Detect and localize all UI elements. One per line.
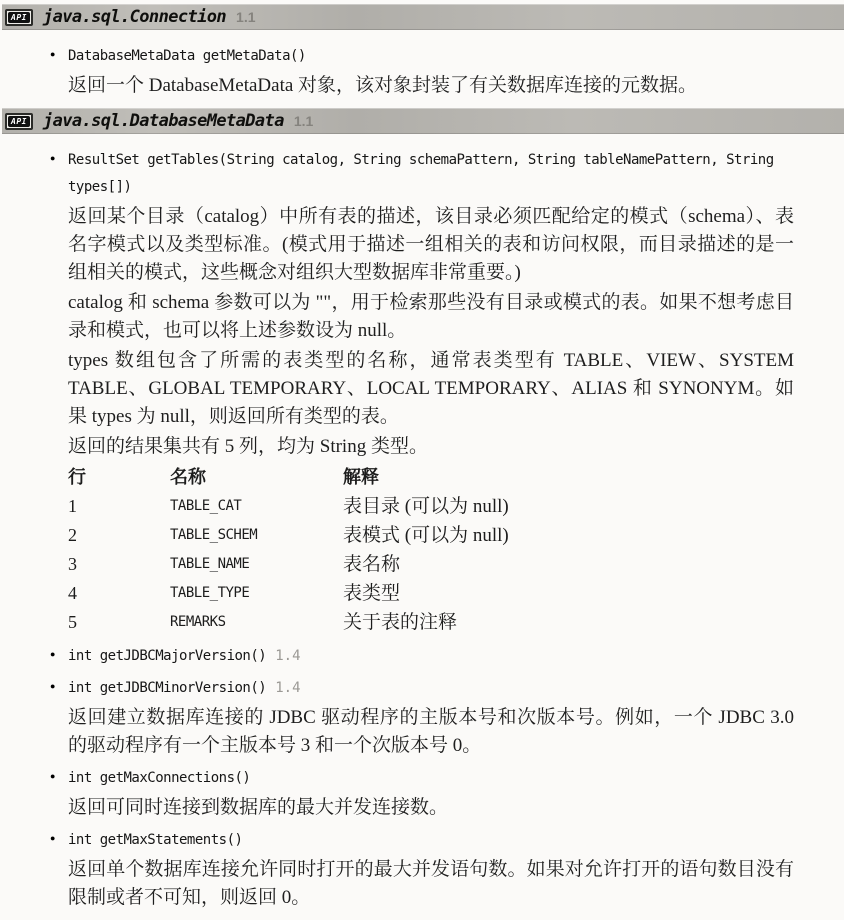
method-signature: int getMaxStatements() — [68, 832, 243, 848]
method-description-paragraph: 返回某个目录（catalog）中所有表的描述，该目录必须匹配给定的模式（schema）、表名字模式以及类型标准。(模式用于描述一组相关的表和访问权限，而目录描述的是一组相关的模式，这些概念对组织大型数据库非常重要。) — [68, 206, 794, 283]
table-row — [68, 521, 794, 550]
api-class-title: java.sql.DatabaseMetaData — [42, 111, 284, 131]
bullet-icon: ● — [50, 153, 56, 163]
method-item-get-jdbc-minor-version — [48, 675, 794, 760]
api-badge-icon — [5, 113, 33, 130]
cell-row-number: 4 — [68, 583, 77, 603]
api-header-bar-connection — [2, 4, 844, 30]
section-content — [48, 43, 794, 100]
api-badge-label: API — [8, 12, 30, 23]
bullet-icon: ● — [50, 833, 56, 843]
api-section-database-metadata — [0, 108, 844, 912]
table-row — [68, 492, 794, 521]
method-signature: DatabaseMetaData getMetaData() — [68, 48, 306, 64]
cell-row-number: 5 — [68, 612, 77, 632]
method-item-get-metadata — [48, 43, 794, 100]
cell-column-name: TABLE_SCHEM — [170, 527, 258, 543]
method-description-paragraph: catalog 和 schema 参数可以为 ""，用于检索那些没有目录或模式的表。如果不想考虑目录和模式，也可以将上述参数设为 null。 — [68, 292, 794, 341]
cell-column-name: TABLE_NAME — [170, 556, 250, 572]
method-description-paragraph: types 数组包含了所需的表类型的名称，通常表类型有 TABLE、VIEW、SYSTEM TABLE、GLOBAL TEMPORARY、LOCAL TEMPORARY、ALIAS 和 SYNONYM。如果 types 为 null，则返回所有类型的表。 — [68, 350, 794, 427]
cell-explanation: 关于表的注释 — [343, 612, 458, 633]
api-section-connection — [0, 4, 844, 100]
cell-explanation: 表名称 — [343, 554, 401, 575]
method-description: 返回可同时连接到数据库的最大并发连接数。 — [68, 797, 449, 818]
method-signature: ResultSet getTables(String catalog, String schemaPattern, String tableNamePattern, String types[]) — [68, 152, 774, 195]
method-item-get-max-connections — [48, 765, 794, 822]
bullet-icon: ● — [50, 49, 56, 59]
table-row — [68, 550, 794, 579]
method-description: 返回建立数据库连接的 JDBC 驱动程序的主版本号和次版本号。例如，一个 JDBC 3.0 的驱动程序有一个主版本号 3 和一个次版本号 0。 — [68, 707, 794, 756]
method-since-version: 1.4 — [275, 680, 301, 696]
cell-row-number: 3 — [68, 554, 77, 574]
api-header-bar-database-metadata — [2, 108, 844, 134]
method-signature: int getMaxConnections() — [68, 770, 251, 786]
method-item-get-jdbc-major-version — [48, 643, 794, 670]
method-description: 返回单个数据库连接允许同时打开的最大并发语句数。如果对允许打开的语句数目没有限制或者不可知，则返回 0。 — [68, 859, 794, 908]
api-class-version: 1.1 — [236, 9, 256, 25]
method-signature: int getJDBCMinorVersion() — [68, 680, 267, 696]
api-class-version: 1.1 — [293, 113, 314, 129]
result-columns-table — [68, 463, 794, 637]
cell-row-number: 2 — [68, 525, 77, 545]
table-row — [68, 608, 794, 637]
column-header-name: 名称 — [170, 467, 206, 487]
method-item-get-tables — [48, 147, 794, 637]
method-item-get-max-statements — [48, 827, 794, 912]
method-since-version: 1.4 — [275, 648, 301, 664]
table-header-row — [68, 463, 794, 492]
method-description-paragraph: 返回的结果集共有 5 列，均为 String 类型。 — [68, 436, 428, 457]
cell-explanation: 表模式 (可以为 null) — [343, 525, 509, 546]
api-class-title: java.sql.Connection — [42, 7, 227, 27]
cell-row-number: 1 — [68, 496, 77, 516]
cell-column-name: REMARKS — [170, 614, 226, 630]
cell-column-name: TABLE_TYPE — [170, 585, 250, 601]
bullet-icon: ● — [50, 649, 56, 659]
cell-explanation: 表目录 (可以为 null) — [343, 496, 509, 517]
table-row — [68, 579, 794, 608]
bullet-icon: ● — [50, 771, 56, 781]
cell-explanation: 表类型 — [343, 583, 401, 604]
cell-column-name: TABLE_CAT — [170, 498, 242, 514]
book-page — [0, 4, 844, 912]
bullet-icon: ● — [50, 681, 56, 691]
api-badge-label: API — [8, 116, 30, 127]
section-content — [48, 147, 794, 912]
api-badge-icon — [5, 9, 33, 26]
column-header-row-number: 行 — [68, 467, 86, 487]
method-description: 返回一个 DatabaseMetaData 对象，该对象封装了有关数据库连接的元数据。 — [68, 75, 698, 96]
column-header-explanation: 解释 — [343, 467, 379, 487]
method-signature: int getJDBCMajorVersion() — [68, 648, 267, 664]
